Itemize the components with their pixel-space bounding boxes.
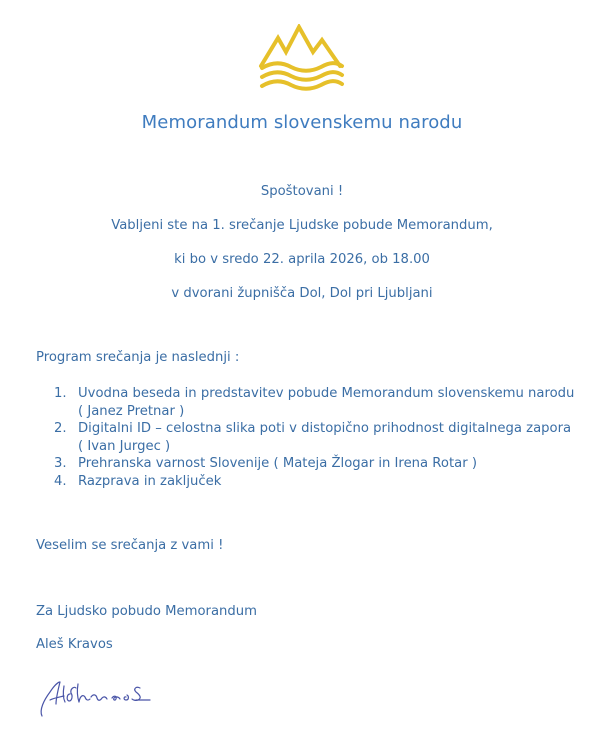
document-title: Memorandum slovenskemu narodu bbox=[141, 112, 463, 133]
program-item-text: Uvodna beseda in predstavitev pobude Memorandum slovenskemu narodu ( Janez Pretnar ) bbox=[78, 386, 575, 419]
program-item-number: 1. bbox=[54, 386, 67, 401]
program-item-number: 3. bbox=[54, 456, 67, 471]
event-location: v dvorani župnišča Dol, Dol pri Ljubljani bbox=[171, 286, 433, 301]
event-date-time: ki bo v sredo 22. aprila 2026, ob 18.00 bbox=[174, 252, 430, 267]
program-item-number: 2. bbox=[54, 421, 67, 436]
program-list bbox=[36, 385, 576, 490]
signoff-name: Aleš Kravos bbox=[36, 637, 113, 652]
mountains-waves-logo-icon bbox=[256, 24, 346, 92]
program-item-text: Digitalni ID – celostna slika poti v distopično prihodnost digitalnega zapora ( Ivan Jurgec ) bbox=[78, 421, 572, 454]
closing-line: Veselim se srečanja z vami ! bbox=[36, 538, 224, 553]
greeting: Spoštovani ! bbox=[260, 184, 344, 199]
program-intro: Program srečanja je naslednji : bbox=[36, 350, 240, 365]
invitation-line: Vabljeni ste na 1. srečanje Ljudske pobude Memorandum, bbox=[111, 218, 493, 233]
program-item bbox=[36, 385, 576, 420]
program-item-number: 4. bbox=[54, 473, 67, 489]
program-item bbox=[36, 473, 576, 491]
signature-icon bbox=[36, 672, 166, 722]
signoff-organization: Za Ljudsko pobudo Memorandum bbox=[36, 604, 257, 619]
program-item-text: Razprava in zaključek bbox=[78, 473, 222, 489]
program-item-text: Prehranska varnost Slovenije ( Mateja Žlogar in Irena Rotar ) bbox=[78, 456, 477, 471]
program-item bbox=[36, 420, 576, 455]
program-item bbox=[36, 455, 576, 473]
